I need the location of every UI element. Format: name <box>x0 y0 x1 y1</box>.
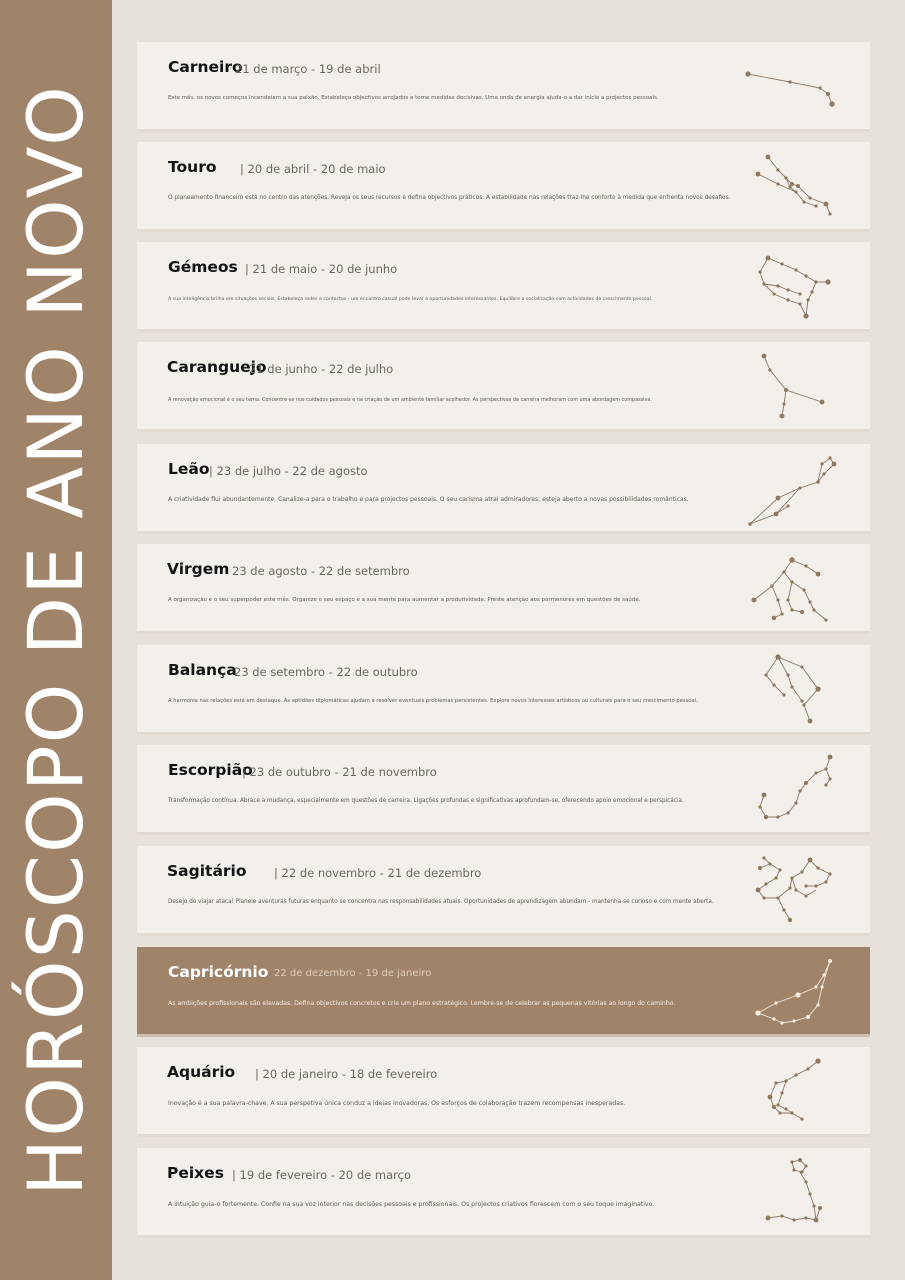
sign-card-sagitario <box>137 846 870 936</box>
virgo-constellation-icon <box>730 544 870 634</box>
sign-dates: 23 de agosto - 22 de setembro <box>232 564 410 578</box>
sign-name: Peixes <box>167 1164 224 1182</box>
leo-constellation-icon <box>730 444 870 534</box>
cancer-constellation-icon <box>730 342 870 432</box>
sign-card-gemeos <box>137 242 870 332</box>
sign-card-balanca <box>137 645 870 735</box>
sign-card-carneiro <box>137 42 870 132</box>
sign-name: Virgem <box>167 560 230 578</box>
sign-dates: | 19 de fevereiro - 20 de março <box>232 1168 411 1182</box>
sign-name: Leão <box>168 460 210 478</box>
sign-card-peixes <box>137 1148 870 1238</box>
sign-name: Escorpião <box>168 761 253 779</box>
sign-card-touro <box>137 142 870 232</box>
sign-dates: 21 de junho - 22 de julho <box>249 362 394 376</box>
sign-description: A intuição guia-o fortemente. Confie na sua voz interior nas decisões pessoais e profissionais. Os projectos criativos florescem com o seu toque imaginativo. <box>168 1201 655 1208</box>
sign-name: Gémeos <box>168 258 238 276</box>
sign-description: A sua inteligência brilha em situações sociais. Estabeleça redes e contactos - um encontro casual pode levar a oportunidades interessantes. Equilibre a socialização com actividades de crescimento pessoal. <box>168 297 653 302</box>
aquarius-constellation-icon <box>730 1047 870 1137</box>
scorpio-constellation-icon <box>730 745 870 835</box>
sign-card-escorpiao <box>137 745 870 835</box>
sign-name: Sagitário <box>167 862 247 880</box>
sign-dates: | 21 de maio - 20 de junho <box>245 262 398 276</box>
sign-dates: | 22 de novembro - 21 de dezembro <box>274 866 482 880</box>
sign-description: Inovação é a sua palavra-chave. A sua perspetiva única conduz a ideias inovadoras. Os esforços de colaboração trazem recompensas inesperadas. <box>168 1100 626 1107</box>
sign-card-aquario <box>137 1047 870 1137</box>
sign-description: A harmonia nas relações está em destaque. As aptidões diplomáticas ajudam a resolver eventuais problemas persistentes. Explore novos interesses artísticos ou culturais para o seu crescimento pessoal. <box>168 698 698 704</box>
sign-description: A renovação emocional é o seu tema. Concentre-se nos cuidados pessoais e na criação de um ambiente familiar acolhedor. As perspectivas de carreira melhoram com uma abordagem compassiva. <box>168 397 652 403</box>
sign-dates: 23 de setembro - 22 de outubro <box>234 665 418 679</box>
sign-card-caranguejo <box>137 342 870 432</box>
sign-name: Caranguejo <box>167 358 267 376</box>
sign-dates: | 23 de outubro - 21 de novembro <box>242 765 437 779</box>
sign-description: As ambições profissionais são elevadas. Defina objectivos concretos e crie um plano estratégico. Lembre-se de celebrar as pequenas vitórias ao longo do caminho. <box>168 1000 676 1007</box>
sign-dates: | 20 de janeiro - 18 de fevereiro <box>255 1067 438 1081</box>
sidebar-banner <box>0 0 112 1280</box>
page-title: HORÓSCOPO DE ANO NOVO <box>11 84 100 1196</box>
sign-description: A criatividade flui abundantemente. Canalize-a para o trabalho e para projectos pessoais. O seu carisma atrai admiradores; esteja aberto a novas possibilidades românticas. <box>168 496 689 503</box>
sign-name: Carneiro <box>168 58 243 76</box>
libra-constellation-icon <box>730 645 870 735</box>
sign-name: Capricórnio <box>168 963 269 981</box>
sign-name: Touro <box>168 158 217 176</box>
pisces-constellation-icon <box>730 1148 870 1238</box>
sign-description: Transformação contínua. Abrace a mudança, especialmente em questões de carreira. Ligações profundas e significativas aprofundam-se, oferecendo apoio emocional e perspicácia. <box>168 798 684 804</box>
sign-name: Aquário <box>167 1063 236 1081</box>
taurus-constellation-icon <box>730 142 870 232</box>
sign-dates: 21 de março - 19 de abril <box>235 62 381 76</box>
sagittarius-constellation-icon <box>730 846 870 936</box>
aries-constellation-icon <box>730 42 870 132</box>
sign-card-virgem <box>137 544 870 634</box>
sign-dates: 22 de dezembro - 19 de janeiro <box>274 968 432 979</box>
sign-card-leao <box>137 444 870 534</box>
sign-dates: | 23 de julho - 22 de agosto <box>209 464 368 478</box>
sign-description: Este mês, os novos começos incendeiam a sua paixão. Estabeleça objectivos arrojados e tome medidas decisivas. Uma onda de energia ajuda-o a dar início a projectos pessoais. <box>168 95 659 101</box>
gemini-constellation-icon <box>730 242 870 332</box>
sign-description: O planeamento financeiro está no centro das atenções. Reveja os seus recursos e defina objectivos práticos. A estabilidade nas relações traz-lhe conforto à medida que enfrenta novos desafios. <box>168 195 731 201</box>
sign-dates: | 20 de abril - 20 de maio <box>240 162 386 176</box>
capricorn-constellation-icon <box>730 947 870 1037</box>
sign-card-capricornio <box>137 947 870 1037</box>
sign-description: A organização é o seu superpoder este mês. Organize o seu espaço e a sua mente para aumentar a produtividade. Preste atenção aos pormenores em questões de saúde. <box>168 597 641 603</box>
sign-name: Balança <box>168 661 237 679</box>
sign-description: Desejo de viajar ataca! Planeie aventuras futuras enquanto se concentra nas responsabilidades atuais. Oportunidades de aprendizagem abundam - mantenha-se curioso e com mente aberta. <box>168 899 714 905</box>
